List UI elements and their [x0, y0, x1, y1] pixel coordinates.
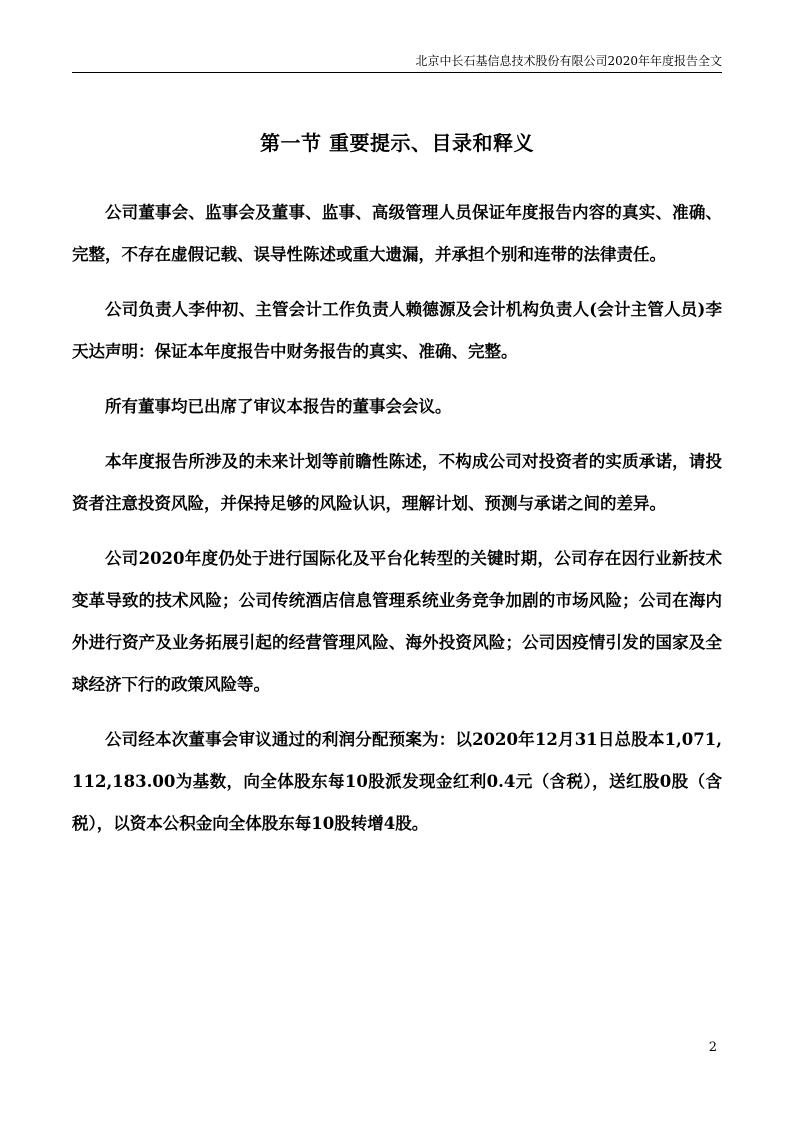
- paragraph-forward-looking: 本年度报告所涉及的未来计划等前瞻性陈述，不构成公司对投资者的实质承诺，请投资者注意投资风险，并保持足够的风险认识，理解计划、预测与承诺之间的差异。: [72, 452, 722, 513]
- paragraph-responsible-persons: 公司负责人李仲初、主管会计工作负责人赖德源及会计机构负责人(会计主管人员)李天达声明：保证本年度报告中财务报告的真实、准确、完整。: [72, 300, 722, 361]
- document-body: [72, 192, 722, 858]
- paragraph-board-guarantee: 公司董事会、监事会及董事、监事、高级管理人员保证年度报告内容的真实、准确、完整，不存在虚假记载、误导性陈述或重大遗漏，并承担个别和连带的法律责任。: [72, 203, 722, 264]
- page-number: 2: [708, 1040, 717, 1055]
- paragraph-directors-attendance: 所有董事均已出席了审议本报告的董事会会议。: [105, 397, 452, 416]
- page-header: [72, 50, 722, 73]
- paragraph-risks: 公司2020年度仍处于进行国际化及平台化转型的关键时期，公司存在因行业新技术变革导致的技术风险；公司传统酒店信息管理系统业务竞争加剧的市场风险；公司在海内外进行资产及业务拓展引起的经营管理风险、海外投资风险；公司因疫情引发的国家及全球经济下行的政策风险等。: [72, 549, 722, 694]
- section-title: 第一节 重要提示、目录和释义: [260, 131, 534, 155]
- header-text: 北京中长石基信息技术股份有限公司2020年年度报告全文: [415, 54, 722, 68]
- paragraph-profit-distribution: 公司经本次董事会审议通过的利润分配预案为：以2020年12月31日总股本1,071,112,183.00为基数，向全体股东每10股派发现金红利0.4元（含税），送红股0股（含税），以资本公积金向全体股东每10股转增4股。: [72, 730, 722, 833]
